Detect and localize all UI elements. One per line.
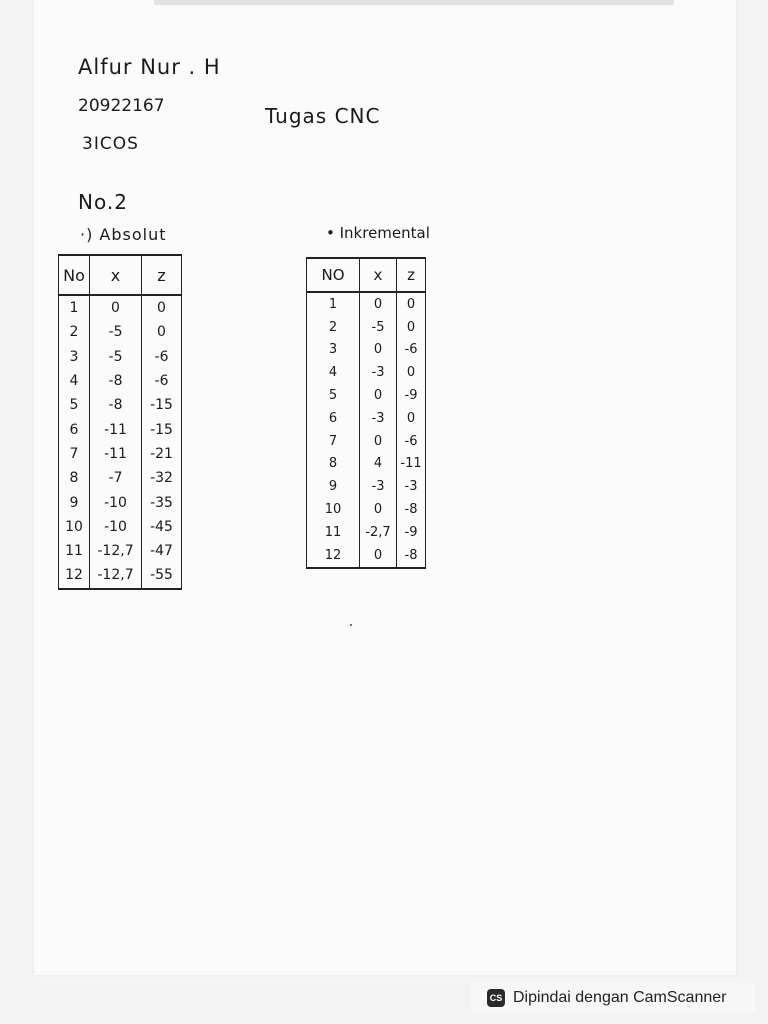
z-value-cell: -15 <box>142 393 182 417</box>
x-value-cell: -5 <box>90 320 142 344</box>
x-value-cell: 4 <box>360 453 397 476</box>
table-row <box>59 515 182 539</box>
row-number-cell: 2 <box>59 320 90 344</box>
x-value-cell: -11 <box>90 417 142 441</box>
camscanner-logo-icon: CS <box>487 989 505 1007</box>
x-value-cell: 0 <box>360 544 397 568</box>
column-header: x <box>90 255 142 295</box>
table-row <box>307 521 426 544</box>
row-number-cell: 5 <box>307 384 360 407</box>
question-number: No.2 <box>78 190 128 214</box>
table-row <box>59 563 182 588</box>
table-row <box>59 490 182 514</box>
z-value-cell: 0 <box>397 316 426 339</box>
z-value-cell: -6 <box>142 369 182 393</box>
absolute-table <box>58 254 182 590</box>
row-number-cell: 4 <box>307 361 360 384</box>
camscanner-watermark <box>471 983 755 1013</box>
row-number-cell: 1 <box>59 295 90 320</box>
x-value-cell: -12,7 <box>90 563 142 588</box>
row-number-cell: 8 <box>59 466 90 490</box>
row-number-cell: 1 <box>307 292 360 316</box>
incremental-table <box>306 257 426 569</box>
paper-edge <box>154 0 674 5</box>
x-value-cell: 0 <box>360 384 397 407</box>
x-value-cell: -5 <box>360 316 397 339</box>
x-value-cell: -8 <box>90 393 142 417</box>
absolute-label: ·) Absolut <box>80 225 167 244</box>
column-header: z <box>397 258 426 292</box>
z-value-cell: -45 <box>142 515 182 539</box>
x-value-cell: -8 <box>90 369 142 393</box>
z-value-cell: -9 <box>397 521 426 544</box>
z-value-cell: 0 <box>397 407 426 430</box>
table-row <box>59 369 182 393</box>
z-value-cell: -9 <box>397 384 426 407</box>
row-number-cell: 3 <box>59 345 90 369</box>
z-value-cell: -55 <box>142 563 182 588</box>
student-name: Alfur Nur . H <box>78 55 221 79</box>
row-number-cell: 11 <box>307 521 360 544</box>
z-value-cell: -32 <box>142 466 182 490</box>
column-header: z <box>142 255 182 295</box>
table-row <box>307 316 426 339</box>
table-row <box>307 339 426 362</box>
table-row <box>307 384 426 407</box>
x-value-cell: -11 <box>90 442 142 466</box>
stray-mark <box>350 624 352 626</box>
table-row <box>307 407 426 430</box>
x-value-cell: -10 <box>90 515 142 539</box>
column-header: No <box>59 255 90 295</box>
table-row <box>59 393 182 417</box>
table-header-row <box>59 255 182 295</box>
table-row <box>307 361 426 384</box>
column-header: NO <box>307 258 360 292</box>
table-row <box>307 453 426 476</box>
row-number-cell: 9 <box>307 475 360 498</box>
x-value-cell: 0 <box>360 339 397 362</box>
row-number-cell: 6 <box>59 417 90 441</box>
row-number-cell: 3 <box>307 339 360 362</box>
row-number-cell: 6 <box>307 407 360 430</box>
row-number-cell: 10 <box>307 498 360 521</box>
z-value-cell: -47 <box>142 539 182 563</box>
x-value-cell: -12,7 <box>90 539 142 563</box>
row-number-cell: 11 <box>59 539 90 563</box>
table-row <box>59 417 182 441</box>
z-value-cell: -6 <box>142 345 182 369</box>
row-number-cell: 7 <box>59 442 90 466</box>
row-number-cell: 2 <box>307 316 360 339</box>
z-value-cell: -35 <box>142 490 182 514</box>
z-value-cell: -11 <box>397 453 426 476</box>
student-class: 3ICOS <box>82 134 139 154</box>
x-value-cell: -3 <box>360 361 397 384</box>
row-number-cell: 8 <box>307 453 360 476</box>
x-value-cell: 0 <box>360 498 397 521</box>
z-value-cell: -6 <box>397 430 426 453</box>
z-value-cell: 0 <box>142 320 182 344</box>
x-value-cell: 0 <box>360 292 397 316</box>
z-value-cell: 0 <box>397 361 426 384</box>
table-header-row <box>307 258 426 292</box>
row-number-cell: 12 <box>307 544 360 568</box>
z-value-cell: -15 <box>142 417 182 441</box>
x-value-cell: 0 <box>360 430 397 453</box>
assignment-title: Tugas CNC <box>265 104 381 128</box>
row-number-cell: 4 <box>59 369 90 393</box>
row-number-cell: 5 <box>59 393 90 417</box>
x-value-cell: -7 <box>90 466 142 490</box>
table-row <box>59 466 182 490</box>
table-row <box>59 345 182 369</box>
x-value-cell: 0 <box>90 295 142 320</box>
table-row <box>59 295 182 320</box>
table-row <box>59 320 182 344</box>
table-row <box>59 539 182 563</box>
x-value-cell: -3 <box>360 475 397 498</box>
table-row <box>307 430 426 453</box>
z-value-cell: -21 <box>142 442 182 466</box>
column-header: x <box>360 258 397 292</box>
z-value-cell: 0 <box>397 292 426 316</box>
row-number-cell: 7 <box>307 430 360 453</box>
z-value-cell: -6 <box>397 339 426 362</box>
z-value-cell: -8 <box>397 544 426 568</box>
row-number-cell: 12 <box>59 563 90 588</box>
table-row <box>307 292 426 316</box>
table-row <box>307 544 426 568</box>
x-value-cell: -2,7 <box>360 521 397 544</box>
table-row <box>307 475 426 498</box>
x-value-cell: -5 <box>90 345 142 369</box>
z-value-cell: -8 <box>397 498 426 521</box>
row-number-cell: 10 <box>59 515 90 539</box>
x-value-cell: -3 <box>360 407 397 430</box>
z-value-cell: 0 <box>142 295 182 320</box>
table-row <box>59 442 182 466</box>
incremental-label: • Inkremental <box>326 224 430 242</box>
z-value-cell: -3 <box>397 475 426 498</box>
table-row <box>307 498 426 521</box>
x-value-cell: -10 <box>90 490 142 514</box>
watermark-text: Dipindai dengan CamScanner <box>513 989 727 1006</box>
student-id: 20922167 <box>78 96 165 116</box>
row-number-cell: 9 <box>59 490 90 514</box>
